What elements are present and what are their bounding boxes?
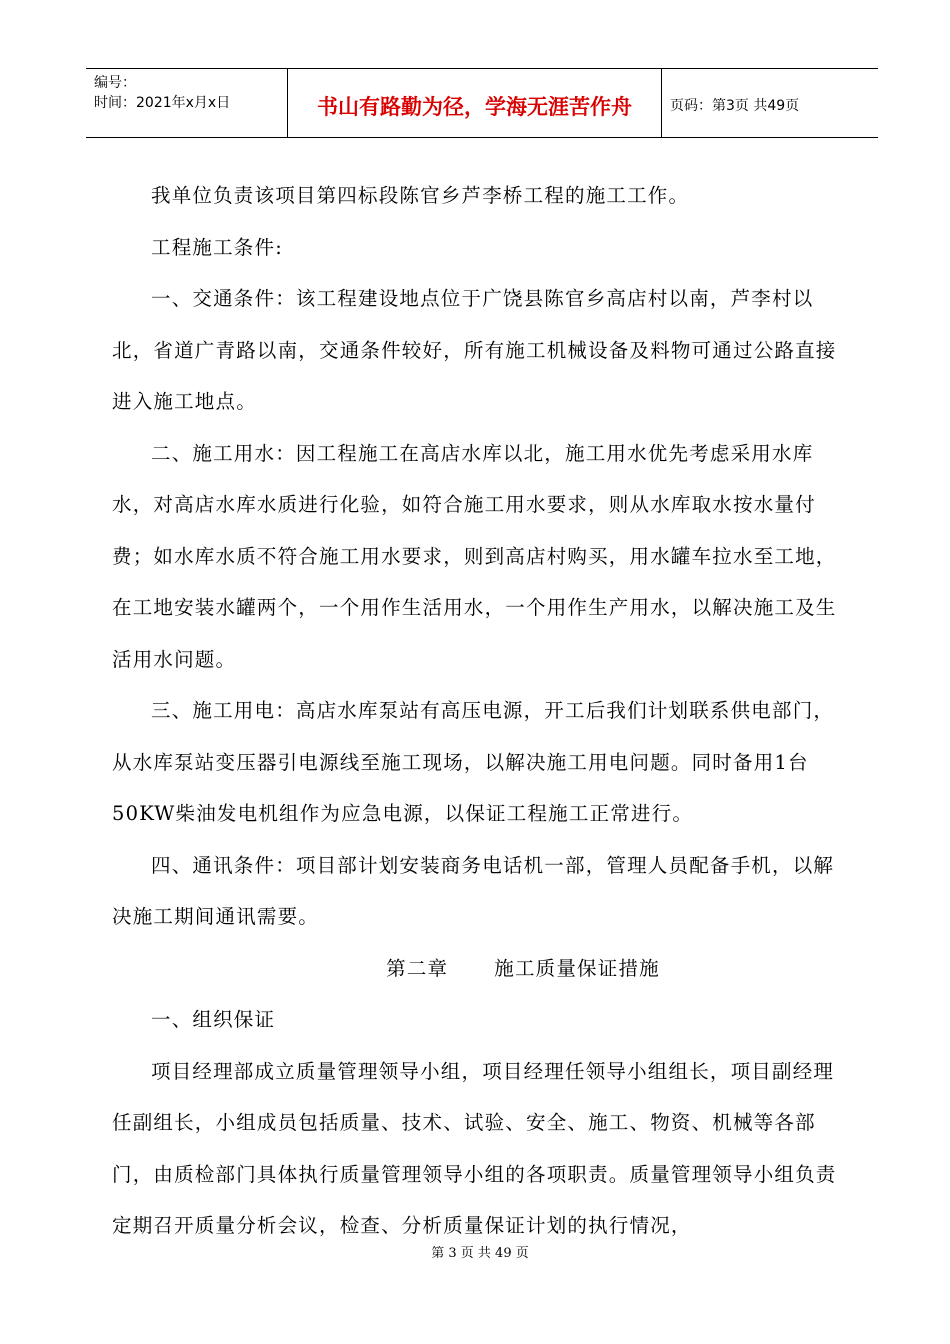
document-body	[112, 170, 854, 1252]
header-meta-cell	[86, 69, 288, 137]
motto-banner: 书山有路勤为径，学海无涯苦作舟	[288, 69, 662, 137]
paragraph: 一、交通条件：该工程建设地点位于广饶县陈官乡高店村以南，芦李村以北，省道广青路以南，交通条件较好，所有施工机械设备及料物可通过公路直接进入施工地点。	[112, 287, 837, 413]
time-label: 时间：2021年x月x日	[94, 95, 231, 111]
paragraph: 我单位负责该项目第四标段陈官乡芦李桥工程的施工工作。	[151, 184, 690, 207]
paragraph: 二、施工用水：因工程施工在高店水库以北，施工用水优先考虑采用水库水，对高店水库水质进行化验，如符合施工用水要求，则从水库取水按水量付费；如水库水质不符合施工用水要求，则到高店村购买，用水罐车拉水至工地，在工地安装水罐两个，一个用作生活用水，一个用作生产用水，以解决施工及生活用水问题。	[112, 441, 837, 671]
paragraph: 四、通讯条件：项目部计划安装商务电话机一部，管理人员配备手机，以解决施工期间通讯需要。	[112, 853, 835, 928]
chapter-title: 施工质量保证措施	[494, 956, 660, 980]
document-header	[86, 68, 878, 138]
number-label: 编号：	[94, 75, 136, 91]
page-footer: 第 3 页 共 49 页	[431, 1246, 529, 1261]
chapter-number: 第二章	[386, 956, 449, 980]
paragraph: 三、施工用电：高店水库泵站有高压电源，开工后我们计划联系供电部门，从水库泵站变压器引电源线至施工现场，以解决施工用电问题。同时备用1台50KW柴油发电机组作为应急电源，以保证工程施工正常进行。	[112, 699, 835, 825]
paragraph: 项目经理部成立质量管理领导小组，项目经理任领导小组组长，项目副经理任副组长，小组成员包括质量、技术、试验、安全、施工、物资、机械等各部门，由质检部门具体执行质量管理领导小组的各项职责。质量管理领导小组负责定期召开质量分析会议，检查、分析质量保证计划的执行情况，	[112, 1059, 837, 1237]
page-info: 页码：第3页 共49页	[670, 98, 800, 114]
chapter-heading	[112, 943, 854, 995]
paragraph: 工程施工条件:	[151, 235, 283, 259]
section-heading: 一、组织保证	[151, 1008, 276, 1031]
